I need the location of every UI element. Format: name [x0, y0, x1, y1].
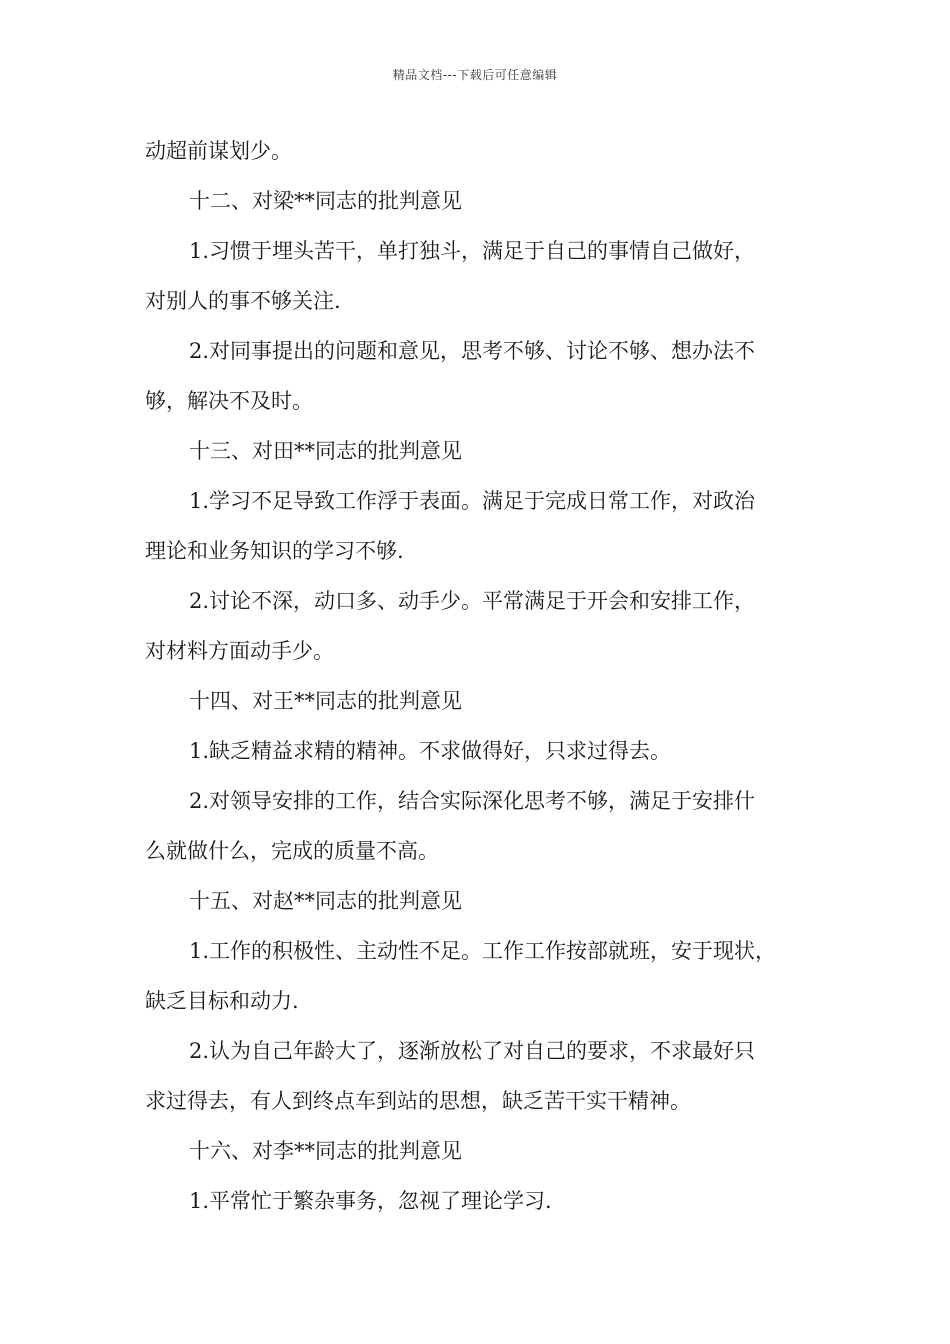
- text-line: 么就做什么，完成的质量不高。: [145, 839, 439, 863]
- text-line: 1.平常忙于繁杂事务，忽视了理论学习.: [189, 1189, 552, 1213]
- text-line: 1.工作的积极性、主动性不足。工作工作按部就班，安于现状，: [189, 939, 777, 963]
- text-line: 动超前谋划少。: [145, 139, 292, 163]
- text-line: 2.对同事提出的问题和意见，思考不够、讨论不够、想办法不: [189, 339, 756, 363]
- text-line: 对材料方面动手少。: [145, 639, 334, 663]
- text-line: 求过得去，有人到终点车到站的思想，缺乏苦干实干精神。: [145, 1089, 691, 1113]
- text-line: 1.习惯于埋头苦干，单打独斗，满足于自己的事情自己做好，: [189, 239, 756, 263]
- text-line: 对别人的事不够关注.: [145, 289, 341, 313]
- section-heading: 十五、对赵**同志的批判意见: [189, 889, 462, 913]
- text-line: 1.缺乏精益求精的精神。不求做得好，只求过得去。: [189, 739, 672, 763]
- page-header: 精品文档---下载后可任意编辑: [392, 68, 558, 82]
- text-line: 1.学习不足导致工作浮于表面。满足于完成日常工作，对政治: [189, 489, 756, 513]
- text-line: 理论和业务知识的学习不够.: [145, 539, 404, 563]
- text-line: 缺乏目标和动力.: [145, 989, 299, 1013]
- section-heading: 十六、对李**同志的批判意见: [189, 1139, 462, 1163]
- section-heading: 十二、对梁**同志的批判意见: [189, 189, 462, 213]
- document-body: [145, 126, 830, 1226]
- text-line: 2.对领导安排的工作，结合实际深化思考不够，满足于安排什: [189, 789, 756, 813]
- text-line: 2.认为自己年龄大了，逐渐放松了对自己的要求，不求最好只: [189, 1039, 756, 1063]
- section-heading: 十四、对王**同志的批判意见: [189, 689, 462, 713]
- section-heading: 十三、对田**同志的批判意见: [189, 439, 462, 463]
- text-line: 够，解决不及时。: [145, 389, 313, 413]
- text-line: 2.讨论不深，动口多、动手少。平常满足于开会和安排工作，: [189, 589, 756, 613]
